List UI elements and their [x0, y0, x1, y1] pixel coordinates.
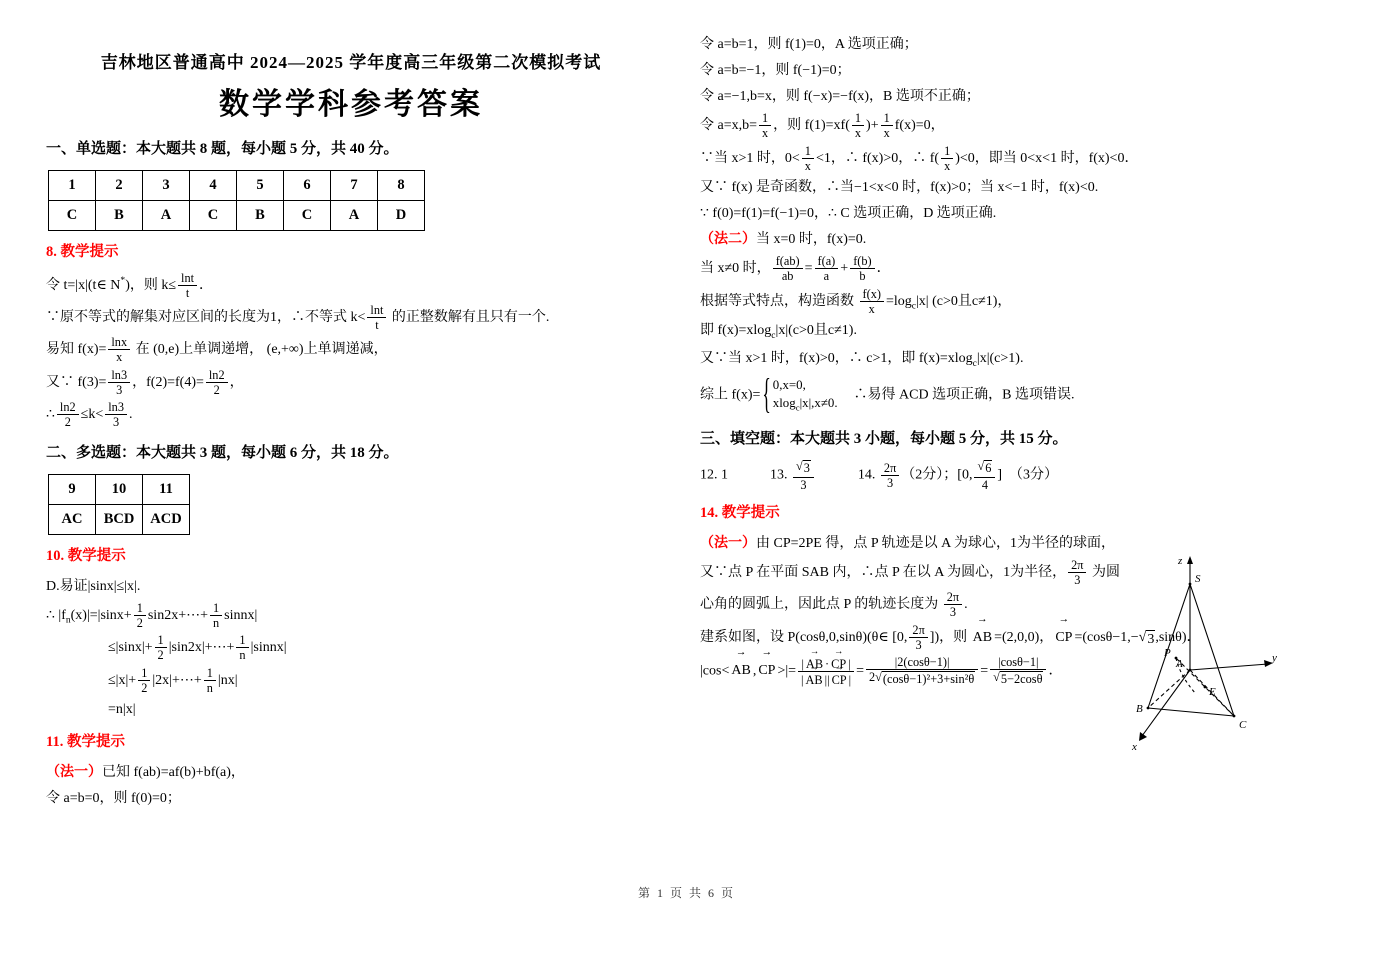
math-line: D.易证|sinx|≤|x|.	[46, 578, 141, 594]
point-A	[1189, 669, 1192, 672]
math-line: 又∵ f(x) 是奇函数，∴当−1<x<0 时，f(x)>0；当 x<−1 时，f(x)<0.	[700, 179, 1099, 195]
section-heading: 三、填空题：本大题共 3 小题，每小题 5 分，共 15 分。	[700, 430, 1068, 447]
answer-cell: 11	[143, 474, 190, 504]
section-heading: 二、多选题：本大题共 3 题，每小题 6 分，共 18 分。	[46, 445, 399, 462]
answer-cell: 2	[96, 170, 143, 200]
math-line: 又∵点 P 在平面 SAB 内，∴点 P 在以 A 为圆心，1为半径， $\frac{2\pi}{3}$ 为圆	[700, 558, 1120, 588]
teaching-hint: 11. 教学提示	[46, 734, 125, 751]
table-row	[49, 504, 190, 534]
point-S	[1189, 583, 1192, 586]
answer-cell: AC	[49, 504, 96, 534]
math-line: （法一）由 CP=2PE 得，点 P 轨迹是以 A 为球心，1为半径的球面，	[700, 535, 1115, 551]
math-line: 令 a=b=−1，则 f(−1)=0；	[700, 63, 851, 79]
math-line: 心角的圆弧上，因此点 P 的轨迹长度为 $\frac{2\pi}{3}$ .	[700, 590, 968, 620]
multi-choice-answer-table	[48, 474, 190, 535]
answer-cell: 4	[190, 170, 237, 200]
y-axis	[1190, 664, 1268, 670]
math-line: 又∵ f(3)= $\frac{\ln 3}{3}$ ，f(2)=f(4)= $\frac{\ln 2}{2}$ ，	[46, 367, 244, 397]
edge-BC	[1148, 708, 1234, 716]
answer-cell: 3	[143, 170, 190, 200]
table-row	[49, 200, 425, 230]
answer-cell: 9	[49, 474, 96, 504]
left-column	[46, 40, 656, 813]
math-line: ∵原不等式的解集对应区间的长度为1，∴不等式 k< $\frac{\ln t}{t}$ 的正整数解有且只有一个.	[46, 302, 550, 333]
math-line: （法一）已知 f(ab)=af(b)+bf(a)，	[46, 764, 245, 780]
answer-cell: 1	[49, 170, 96, 200]
point-E	[1204, 686, 1207, 689]
math-line: 当 x≠0 时， $\frac{f(ab)}{ab}$ = $\frac{f(a)}{a}$ + $\frac{f(b)}{b}$ ．	[700, 254, 891, 284]
math-line: 根据等式特点，构造函数 $\frac{f(x)}{x}$ $=\log_c|x|$ (c>0且c≠1)，	[700, 286, 1012, 316]
x-arrowhead	[1139, 732, 1147, 741]
math-line: ≤|sinx|+ $\frac{1}{2}$ |sin2x|+⋯+ $\frac{1}{n}$ |sinnx|	[108, 633, 287, 663]
answer-cell: A	[143, 200, 190, 230]
section-heading: 一、单选题：本大题共 8 题，每小题 5 分，共 40 分。	[46, 141, 399, 157]
math-line: ∵当 x>1 时，0< $\frac{1}{x}$ <1，∴ f(x)>0，∴ f( $\frac{1}{x}$ )<0，即当 0<x<1 时，f(x)<0．	[700, 143, 1139, 173]
answer-cell: BCD	[96, 504, 143, 534]
math-line: 令 t=|x|(t∈ N*)，则 k≤ $\frac{\ln t}{t}$ ．	[46, 270, 214, 300]
exam-header: 吉林地区普通高中 2024—2025 学年度高三年级第二次模拟考试	[100, 53, 602, 72]
single-choice-answer-table	[48, 170, 425, 231]
tetrahedron-figure	[1112, 548, 1282, 758]
left-blocks	[46, 137, 656, 810]
answer-cell: D	[378, 200, 425, 230]
figure-label-B: B	[1136, 703, 1143, 715]
answer-cell: 6	[284, 170, 331, 200]
answer-cell: ACD	[143, 504, 190, 534]
answer-cell: C	[284, 200, 331, 230]
figure-label-E: E	[1209, 686, 1216, 698]
math-line: ∴ $\frac{\ln 2}{2}$ ≤k< $\frac{\ln 3}{3}$ .	[46, 399, 133, 430]
math-line: ∵ f(0)=f(1)=f(−1)=0，∴ C 选项正确，D 选项正确.	[700, 206, 997, 221]
math-line: 即 f(x)=xlog$_c$|x|(c>0且c≠1).	[700, 322, 857, 341]
answer-cell: 5	[237, 170, 284, 200]
math-line: 令 a=−1,b=x，则 f(−x)=−f(x)，B 选项不正确；	[700, 89, 980, 105]
z-arrowhead	[1187, 556, 1193, 564]
math-line: |cos< → AB , → CP >|= $\frac{| \to AB \cdot \to CP |}{| \to AB || \to CP |}$ = |2(cosθ−1)| 2 √ (cosθ−1)²+3+sin²θ = |cosθ−1| √ 5−2cosθ ．	[700, 655, 1300, 688]
answer-cell: B	[237, 200, 284, 230]
math-line: ∴ $|f_n(x)|=|\sin x+$ $\frac{1}{2}$ sin2x+⋯+ $\frac{1}{n}$ sinnx|	[46, 601, 258, 631]
math-line: 令 a=x,b= $\frac{1}{x}$ ，则 f(1)=xf( $\frac{1}{x}$ )+ $\frac{1}{x}$ f(x)=0，	[700, 111, 945, 141]
math-line: 令 a=b=0，则 f(0)=0；	[46, 791, 181, 807]
point-C	[1233, 715, 1236, 718]
teaching-hint: 14. 教学提示	[700, 505, 780, 521]
math-line: 易知 f(x)= $\frac{\ln x}{x}$ 在 (0,e)上单调递增， (e,+∞)上单调递减，	[46, 335, 388, 365]
answer-cell: 10	[96, 474, 143, 504]
figure-label-z: z	[1178, 555, 1183, 567]
answer-cell: A	[331, 200, 378, 230]
method-label: （法一）	[700, 535, 756, 551]
math-line: 综上 f(x)= { 0,x=0, xlog$_c$|x|,x≠0. ∴易得 ACD 选项正确，B 选项错误.	[700, 369, 1075, 418]
method-label: （法二）	[700, 232, 756, 248]
answer-cell: 8	[378, 170, 425, 200]
page-number-footer: 第 1 页 共 6 页	[637, 886, 735, 900]
math-line: 12. 1 13. √ 3 3 14. $\frac{2\pi}{3}$ （2分）；[0, √ 6 4 ] （3分）	[700, 459, 1059, 492]
figure-label-S: S	[1195, 573, 1201, 585]
figure-label-x: x	[1132, 741, 1137, 753]
table-row	[49, 474, 190, 504]
figure-label-y: y	[1272, 652, 1277, 664]
teaching-hint: 8. 教学提示	[46, 243, 119, 260]
math-line: （法二）当 x=0 时，f(x)=0.	[700, 232, 867, 248]
answer-cell: 7	[331, 170, 378, 200]
page-title: 数学学科参考答案	[219, 88, 483, 121]
figure-label-C: C	[1239, 719, 1247, 731]
math-line: 建系如图，设 P(cosθ,0,sinθ)(θ∈ [0, $\frac{2\pi}{3}$ ])，则 → AB =(2,0,0)， → CP =(cosθ−1,− √ 3 ,sinθ)．	[700, 623, 1300, 652]
math-line: 令 a=b=1，则 f(1)=0，A 选项正确；	[700, 37, 918, 52]
answer-cell: C	[190, 200, 237, 230]
table-row	[49, 170, 425, 200]
method-label: （法一）	[46, 764, 102, 780]
figure-label-A: A	[1176, 658, 1183, 670]
answer-cell: C	[49, 200, 96, 230]
teaching-hint: 10. 教学提示	[46, 547, 126, 564]
figure-label-P: P	[1164, 647, 1171, 659]
math-line: =n|x|	[108, 701, 136, 717]
point-B	[1147, 707, 1150, 710]
math-line: ≤|x|+ $\frac{1}{2}$ |2x|+⋯+ $\frac{1}{n}$ |nx|	[108, 665, 238, 695]
answer-cell: B	[96, 200, 143, 230]
math-line: 又∵当 x>1 时，f(x)>0，∴ c>1，即 f(x)=xlog$_c$|x|(c>1).	[700, 351, 1024, 370]
geometry-figure	[1112, 548, 1282, 758]
